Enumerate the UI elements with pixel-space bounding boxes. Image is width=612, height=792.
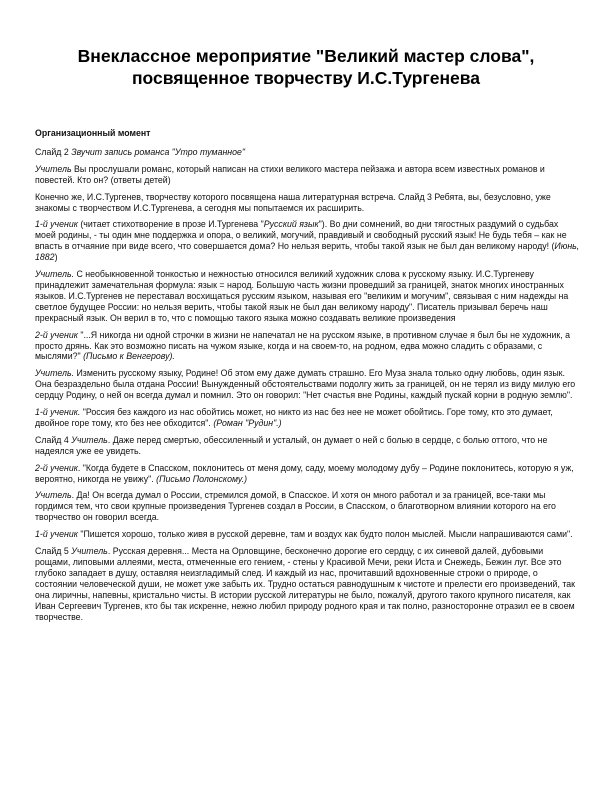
- paragraph-slide-2: [35, 147, 580, 158]
- poem-title: Русский язык: [263, 219, 319, 230]
- speaker-label: Учитель.: [35, 269, 75, 280]
- paragraph-text: Изменить русскому языку, Родине! Об этом ему даже думать страшно. Его Муза знала только одну любовь, один язык. Она безраздельно была отдана России! Вынужденный обстоятельствами подолгу жить за границей, он не терял из виду милую его сердцу Родину, о ней он всегда думал и помнил. Это он говорил: "Нет счастья вне Родины, каждый пускай корни в родную землю".: [35, 368, 576, 401]
- paragraph-teacher-language: [35, 269, 580, 324]
- citation: (Роман "Рудин".): [213, 417, 282, 428]
- speaker-label: Учитель: [35, 163, 72, 174]
- paragraph-teacher-homeland: [35, 368, 580, 401]
- paragraph-student-1-rudin: [35, 407, 580, 429]
- paragraph-slide-5: [35, 546, 580, 622]
- speaker-label: 1-й ученик: [35, 219, 78, 230]
- speaker-label: Учитель: [71, 434, 108, 445]
- slide-label: Слайд 4: [35, 434, 72, 445]
- document-body: [35, 128, 580, 628]
- paragraph-text: "Россия без каждого из нас обойтись может, но никто из нас без нее не может обойтись. Горе тому, кто это думает, двойное горе тому, кто без нее обходится".: [35, 407, 553, 428]
- speaker-label: 2-й ученик: [35, 462, 78, 473]
- paragraph-turgenev-intro: [35, 192, 580, 214]
- section-heading: Организационный момент: [35, 128, 151, 138]
- paragraph-text: С необыкновенной тонкостью и нежностью относился великий художник слова к русскому языку. И.С.Тургеневу принадлежит замечательная формула: язык = народ. Большую часть жизни проведший за границей, знаток многих иностранных языков. И.С.Тургенев не переставал восхищаться русским языком, называя его "великим и могучим", связывая с ним надежды на светлое будущее России: но нельзя верить, чтобы такой язык не был дан великому народу". Писатель призывал беречь наш прекрасный язык. Он верил в то, что с помощью такого языка можно создавать великие произведения: [35, 269, 569, 323]
- paragraph-student-2-polonsky: [35, 463, 580, 485]
- paragraph-text: . "Когда будете в Спасском, поклонитесь от меня дому, саду, моему молодому дубу – Родине поклонитесь, которую я уж, вероятно, никогда не увижу".: [35, 462, 574, 484]
- paragraph-text: ): [54, 252, 58, 263]
- speaker-label: Учитель: [35, 490, 72, 501]
- paragraph-text: "). Во дни сомнений, во дни тягостных раздумий о судьбах моей родины, - ты один мне поддержка и опора, о великий, могучий, правдивый и свободный русский язык! Не будь тебя – как не впасть в отчаяние при виде всего, что совершается дома? Но нельзя верить, чтобы такой язык не был дан великому народу! (: [35, 219, 567, 252]
- title-line-2: посвященное творчеству И.С.Тургенева: [131, 68, 481, 88]
- speaker-label: 1-й ученик.: [35, 407, 81, 418]
- stage-direction: Звучит запись романса "Утро туманное": [71, 146, 246, 157]
- paragraph-text: . Да! Он всегда думал о России, стремился домой, в Спасское. И хотя он много работал и за границей, все-таки мы гордимся тем, что свои крупные произведения Тургенев создал в России, в Спасском, о благотворном влиянии которого на его творчество он говорил всегда.: [35, 490, 556, 523]
- paragraph-slide-4: [35, 435, 580, 457]
- paragraph-text: (читает стихотворение в прозе И.Тургенева ": [77, 219, 264, 230]
- paragraph-text: . Русская деревня... Места на Орловщине, бесконечно дорогие его сердцу, с их синевой далей, дубовыми рощами, липовыми аллеями, места, отмеченные его гением, - стены у Красивой Мечи, реки Иста и Снежедь, Бежин луг. Все это глубоко западает в душу, оставляя неизгладимый след. И каждый из нас, прочитавший вдохновенные строки о природе, о состоянии человеческой души, не может уже забыть их. Трудно остаться равнодушным к чистоте и прелести его произведений, так она лиричны, напевны, кристально чисты. В истории русской литературы не было, пожалуй, другого такого крупного писателя, как Иван Сергеевич Тургенев, кто бы так искренне, нежно любил природу родного края и так полно, разносторонне отразил ее в своем творчестве.: [35, 546, 576, 622]
- paragraph-teacher-spasskoe: [35, 490, 580, 523]
- paragraph-text: "Пишется хорошо, только живя в русской деревне, там и воздух как будто полон мыслей. Мысли напрашиваются сами".: [77, 529, 573, 540]
- speaker-label: 1-й ученик: [35, 529, 78, 540]
- paragraph-text: . Даже перед смертью, обессиленный и усталый, он думает о ней с болью в сердце, с болью оттого, что не надеялся уже ее увидеть.: [35, 434, 548, 456]
- citation: (Письмо к Венгерову).: [83, 351, 175, 362]
- paragraph-text: Конечно же, И.С.Тургенев, творчеству которого посвящена наша литературная встреча. Слайд 3 Ребята, вы, безусловно, уже знакомы с творчеством И.С.Тургенева, а сегодня мы попытаемся их расширить.: [35, 191, 551, 213]
- poem-date: Июнь, 1882: [35, 241, 580, 263]
- document-title: [40, 45, 572, 89]
- slide-label: Слайд 5: [35, 546, 72, 557]
- speaker-label: 2-й ученик: [35, 329, 78, 340]
- paragraph-teacher-intro: [35, 164, 580, 186]
- paragraph-student-1-village: [35, 529, 580, 540]
- speaker-label: Учитель: [71, 546, 108, 557]
- paragraph-text: "...Я никогда ни одной строчки в жизни не напечатал не на русском языке, в противном случае я был бы не художник, а просто дрянь. Как это возможно писать на чужом языке, когда и на своем-то, на родном, едва можно сладить с образами, с мыслями?": [35, 329, 570, 362]
- title-line-1: Внеклассное мероприятие "Великий мастер слова",: [77, 46, 535, 66]
- speaker-label: Учитель.: [35, 368, 75, 379]
- citation: (Письмо Полонскому.): [156, 473, 248, 484]
- slide-label: Слайд 2: [35, 146, 72, 157]
- paragraph-student-2-letter: [35, 330, 580, 363]
- paragraph-text: Вы прослушали романс, который написан на стихи великого мастера пейзажа и автора всем известных романов и повестей. Кто он? (ответы детей): [35, 163, 545, 185]
- paragraph-student-1-poem: [35, 219, 580, 263]
